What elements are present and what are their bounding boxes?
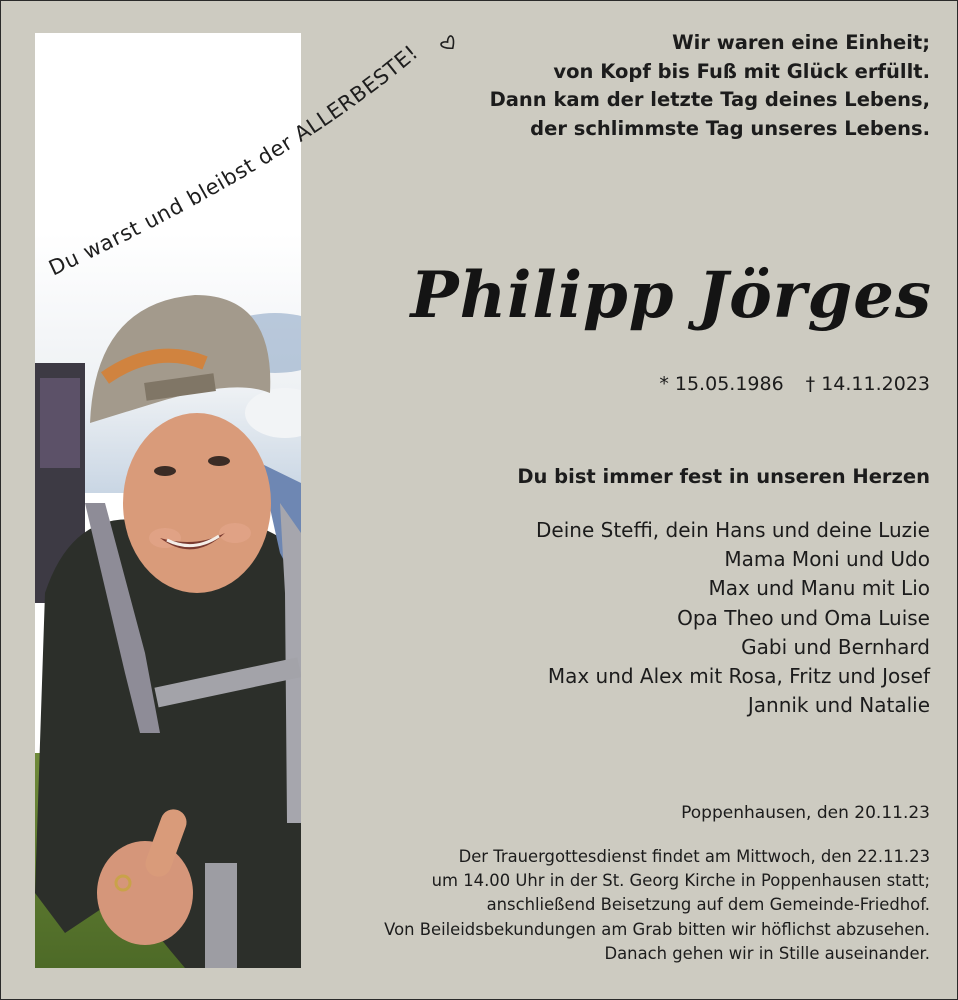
intro-line: Dann kam der letzte Tag deines Lebens, [489, 88, 930, 111]
heart-outline-icon [440, 35, 458, 52]
place-date: Poppenhausen, den 20.11.23 [681, 803, 930, 823]
motto: Du bist immer fest in unseren Herzen [517, 465, 930, 488]
funeral-service-info [384, 845, 930, 966]
death-date: † 14.11.2023 [805, 373, 930, 395]
deceased-name [381, 251, 941, 366]
service-line: um 14.00 Uhr in der St. Georg Kirche in Poppenhausen statt; [431, 871, 930, 891]
mourner-line: Max und Manu mit Lio [708, 576, 930, 601]
mourner-line: Gabi und Bernhard [741, 634, 930, 659]
photo-caption-text: Du warst und bleibst der ALLERBESTE! [45, 40, 423, 281]
deceased-name-text: Philipp Jörges [410, 258, 932, 333]
birth-date: * 15.05.1986 [659, 373, 784, 395]
intro-line: der schlimmste Tag unseres Lebens. [530, 116, 930, 140]
mourner-line: Opa Theo und Oma Luise [677, 605, 930, 630]
service-line: Der Trauergottesdienst findet am Mittwoch, den 22.11.23 [458, 847, 930, 866]
mourner-line: Mama Moni und Udo [724, 547, 930, 572]
intro-line: von Kopf bis Fuß mit Glück erfüllt. [553, 59, 930, 83]
mourner-line: Max und Alex mit Rosa, Fritz und Josef [547, 664, 930, 689]
mourners-list [536, 516, 930, 720]
mourner-line: Jannik und Natalie [747, 693, 930, 718]
portrait-photo [35, 33, 301, 968]
intro-poem [490, 29, 930, 143]
portrait-illustration [35, 33, 301, 968]
service-line: Danach gehen wir in Stille auseinander. [604, 943, 930, 963]
mourner-line: Deine Steffi, dein Hans und deine Luzie [536, 518, 930, 542]
intro-line: Wir waren eine Einheit; [672, 31, 930, 54]
service-line: anschließend Beisetzung auf dem Gemeinde-Friedhof. [486, 895, 930, 915]
service-line: Von Beileidsbekundungen am Grab bitten wir höflichst abzusehen. [384, 919, 930, 939]
life-dates [659, 371, 930, 397]
